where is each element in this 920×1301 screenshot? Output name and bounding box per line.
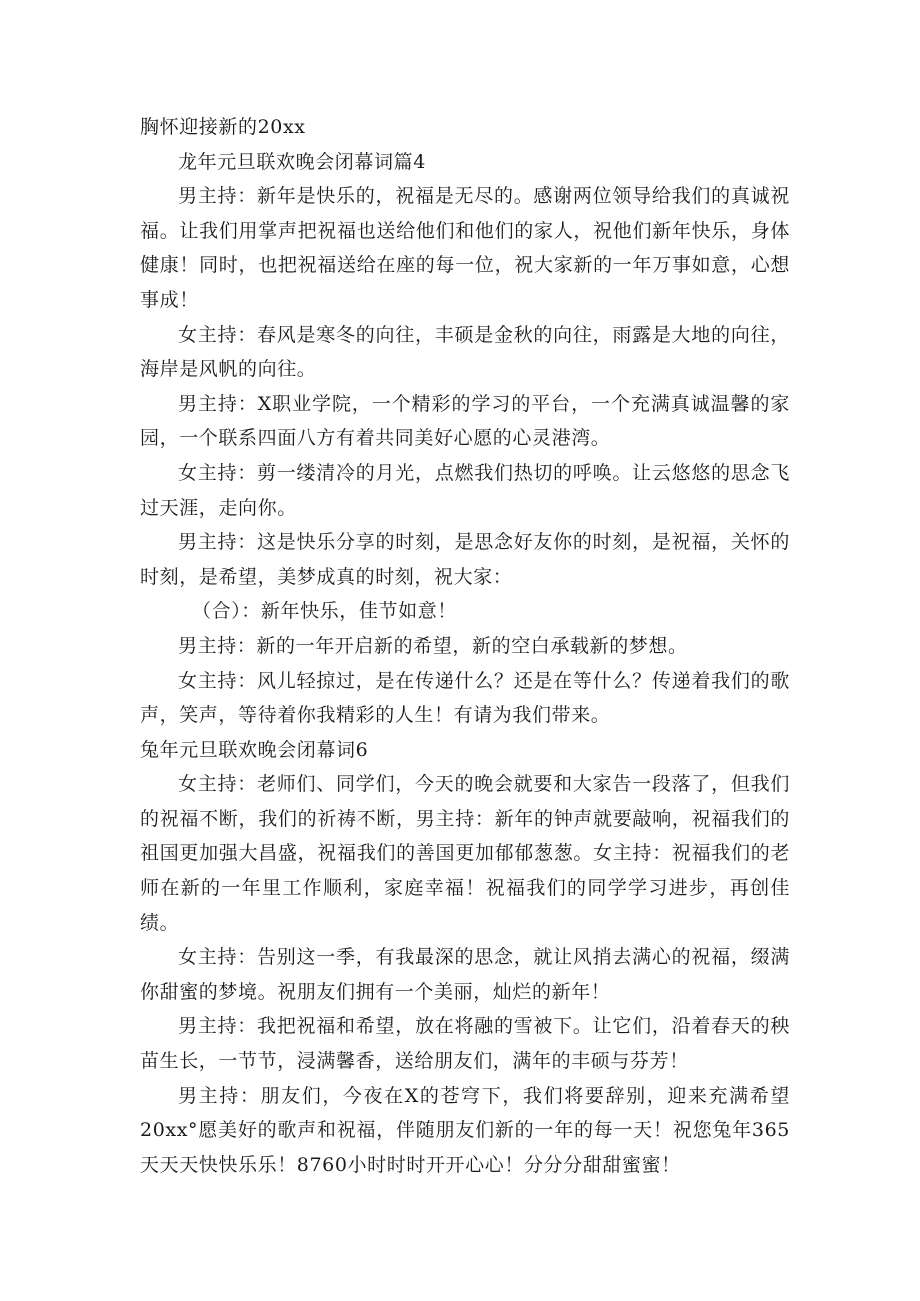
paragraph-female-host: 女主持：老师们、同学们，今天的晚会就要和大家告一段落了，但我们的祝福不断，我们的祈祷不断，男主持：新年的钟声就要敲响，祝福我们的祖国更加强大昌盛，祝福我们的善国更加郁郁葱葱。女主持：祝福我们的老师在新的一年里工作顺利，家庭幸福！祝福我们的同学学习进步，再创佳绩。 <box>140 773 790 934</box>
paragraph-male-host: 男主持：新的一年开启新的希望，新的空白承载新的梦想。 <box>178 634 688 657</box>
paragraph-female-host: 女主持：春风是寒冬的向往，丰硕是金秋的向往，雨露是大地的向往，海岸是风帆的向往。 <box>140 323 790 381</box>
paragraph-female-host: 女主持：风儿轻掠过，是在传递什么？还是在等什么？传递着我们的歌声，笑声，等待着你我精彩的人生！有请为我们带来。 <box>140 669 790 727</box>
section-heading-6: 兔年元旦联欢晚会闭幕词6 <box>140 738 369 761</box>
paragraph-male-host: 男主持：这是快乐分享的时刻，是思念好友你的时刻，是祝福，关怀的时刻，是希望，美梦成真的时刻，祝大家： <box>140 531 790 588</box>
section-heading-4: 龙年元旦联欢晚会闭幕词篇4 <box>178 150 426 173</box>
paragraph-male-host: 男主持：X职业学院，一个精彩的学习的平台，一个充满真诚温馨的家园，一个联系四面八方有着共同美好心愿的心灵港湾。 <box>140 392 790 450</box>
paragraph-female-host: 女主持：剪一缕清冷的月光，点燃我们热切的呼唤。让云悠悠的思念飞过天涯，走向你。 <box>140 461 790 519</box>
paragraph-female-host: 女主持：告别这一季，有我最深的思念，就让风捎去满心的祝福，缀满你甜蜜的梦境。祝朋友们拥有一个美丽，灿烂的新年！ <box>140 946 790 1003</box>
document-body <box>140 110 790 1182</box>
paragraph-male-host: 男主持：新年是快乐的，祝福是无尽的。感谢两位领导给我们的真诚祝福。让我们用掌声把祝福也送给他们和他们的家人，祝他们新年快乐，身体健康！同时，也把祝福送给在座的每一位，祝大家新的一年万事如意，心想事成！ <box>140 185 790 311</box>
paragraph-continuation: 胸怀迎接新的20xx <box>140 116 306 138</box>
paragraph-male-host: 男主持：我把祝福和希望，放在将融的雪被下。让它们，沿着春天的秧苗生长，一节节，浸满馨香，送给朋友们，满年的丰硕与芬芳！ <box>140 1015 790 1073</box>
paragraph-male-host: 男主持：朋友们，今夜在X的苍穹下，我们将要辞别，迎来充满希望20xx°愿美好的歌声和祝福，伴随朋友们新的一年的每一天！祝您兔年365天天天快快乐乐！8760小时时时开开心心！分分分甜甜蜜蜜！ <box>140 1084 790 1176</box>
paragraph-chorus: （合）：新年快乐，佳节如意！ <box>192 600 457 623</box>
